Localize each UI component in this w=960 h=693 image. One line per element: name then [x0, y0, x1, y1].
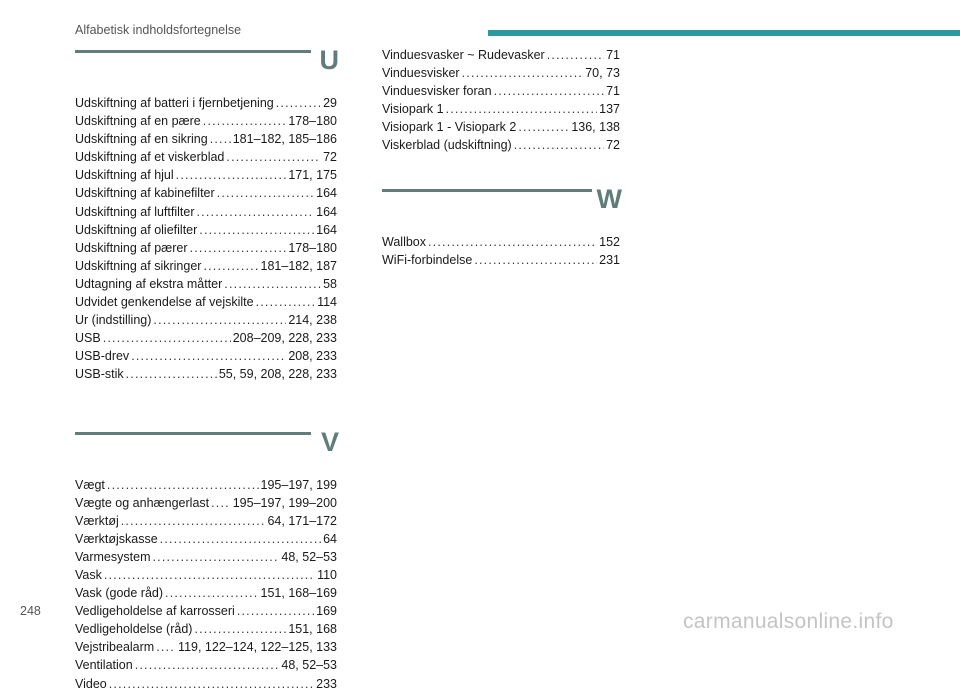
- index-entry-leader-dots: [210, 130, 231, 148]
- index-entry-leader-dots: [226, 148, 321, 166]
- index-entry-leader-dots: [199, 221, 314, 239]
- index-entry-term: Udvidet genkendelse af vejskilte: [75, 295, 254, 310]
- index-entry: [75, 548, 337, 566]
- index-entry-leader-dots: [156, 638, 176, 656]
- index-entry-leader-dots: [135, 656, 280, 674]
- index-entry: [382, 251, 620, 269]
- section-v-continued: [382, 46, 620, 155]
- index-entry-leader-dots: [203, 257, 258, 275]
- index-entry-term: Værktøjskasse: [75, 531, 158, 546]
- index-entry: [75, 530, 337, 548]
- index-entry-term: Vask (gode råd): [75, 586, 164, 601]
- index-entry-pages: 195–197, 199: [260, 477, 337, 492]
- index-entry-leader-dots: [160, 530, 321, 548]
- section-u: [75, 46, 337, 384]
- index-entry-pages: 110: [317, 567, 337, 582]
- index-entry: [75, 275, 337, 293]
- index-entry-pages: 71: [606, 84, 620, 99]
- index-entry-pages: 214, 238: [288, 313, 337, 328]
- index-entry-pages: 70, 73: [585, 66, 620, 81]
- index-entry-term: Vask: [75, 567, 102, 582]
- index-entry: [75, 675, 337, 693]
- index-entry-pages: 231: [599, 252, 620, 267]
- index-entry-term: Udskiftning af et viskerblad: [75, 150, 225, 165]
- index-entry-leader-dots: [474, 251, 597, 269]
- index-entry: [75, 656, 337, 674]
- index-entry-pages: 208–209, 228, 233: [232, 331, 337, 346]
- index-entry-leader-dots: [514, 136, 604, 154]
- index-column-left: [75, 46, 337, 693]
- index-entry-term: Ur (indstilling): [75, 313, 152, 328]
- index-entry-pages: 114: [317, 295, 337, 310]
- index-entry-pages: 208, 233: [288, 349, 337, 364]
- index-entry-leader-dots: [462, 64, 584, 82]
- index-entry-pages: 152: [599, 234, 620, 249]
- index-entry-term: Vinduesvasker ~ Rudevasker: [382, 48, 545, 62]
- index-entry: [382, 82, 620, 100]
- section-u-entries: [75, 94, 337, 384]
- index-entry-leader-dots: [256, 293, 315, 311]
- index-entry: [382, 46, 620, 64]
- index-entry-pages: 181–182, 187: [260, 258, 337, 273]
- index-entry-pages: 64: [323, 531, 337, 546]
- header-accent-bar: [488, 30, 960, 36]
- index-entry: [382, 136, 620, 154]
- index-entry-term: Vejstribealarm: [75, 640, 155, 655]
- index-entry: [75, 130, 337, 148]
- index-entry-leader-dots: [276, 94, 321, 112]
- index-entry-term: Udtagning af ekstra måtter: [75, 276, 223, 291]
- index-entry: [382, 100, 620, 118]
- index-entry: [75, 166, 337, 184]
- index-entry-leader-dots: [153, 311, 286, 329]
- index-entry: [75, 293, 337, 311]
- index-entry-term: Wallbox: [382, 234, 426, 249]
- index-entry-pages: 48, 52–53: [281, 549, 337, 564]
- page-header-title: Alfabetisk indholdsfortegnelse: [75, 23, 242, 37]
- index-entry-pages: 171, 175: [288, 168, 337, 183]
- index-entry-term: Vinduesvisker: [382, 66, 460, 81]
- index-entry-pages: 164: [316, 222, 337, 237]
- index-entry-pages: 48, 52–53: [281, 658, 337, 673]
- index-entry-leader-dots: [103, 329, 231, 347]
- index-entry-pages: 181–182, 185–186: [232, 132, 337, 147]
- index-entry-leader-dots: [107, 476, 259, 494]
- section-v-heading: [75, 428, 337, 476]
- index-entry: [75, 257, 337, 275]
- index-entry: [75, 203, 337, 221]
- index-entry-leader-dots: [203, 112, 287, 130]
- index-entry-term: Udskiftning af luftfilter: [75, 204, 195, 219]
- index-entry-pages: 169: [316, 604, 337, 619]
- index-entry: [75, 184, 337, 202]
- index-entry: [75, 239, 337, 257]
- section-v-entries: [75, 476, 337, 693]
- index-entry-leader-dots: [224, 275, 321, 293]
- index-entry: [75, 347, 337, 365]
- index-entry-term: Udskiftning af kabinefilter: [75, 186, 215, 201]
- index-entry: [75, 148, 337, 166]
- index-entry-term: Visiopark 1 - Visiopark 2: [382, 120, 517, 135]
- index-entry-term: Værktøj: [75, 513, 119, 528]
- index-entry: [75, 584, 337, 602]
- index-entry-pages: 119, 122–124, 122–125, 133: [178, 640, 337, 655]
- index-entry: [382, 118, 620, 136]
- index-entry-pages: 64, 171–172: [267, 513, 337, 528]
- index-entry-term: USB-drev: [75, 349, 130, 364]
- page-number: 248: [20, 604, 41, 618]
- index-entry-term: Ventilation: [75, 658, 133, 673]
- index-entry-leader-dots: [237, 602, 314, 620]
- index-entry-pages: 233: [316, 676, 337, 691]
- section-v-letter: V: [320, 426, 339, 457]
- index-entry-pages: 164: [316, 186, 337, 201]
- index-entry-leader-dots: [121, 512, 266, 530]
- index-entry-pages: 151, 168–169: [260, 586, 337, 601]
- index-entry-pages: 178–180: [288, 114, 337, 129]
- index-entry-leader-dots: [190, 239, 287, 257]
- index-entry-term: Vinduesvisker foran: [382, 84, 492, 99]
- index-entry-leader-dots: [165, 584, 259, 602]
- index-entry-leader-dots: [518, 118, 569, 136]
- index-entry-leader-dots: [126, 365, 217, 383]
- section-v-rule: [75, 432, 311, 435]
- index-entry: [75, 494, 337, 512]
- index-column-right: [382, 46, 620, 269]
- index-entry-pages: 136, 138: [571, 120, 620, 135]
- index-entry-term: Vedligeholdelse af karrosseri: [75, 604, 235, 619]
- index-entry-leader-dots: [494, 82, 605, 100]
- section-w-heading: [382, 185, 620, 233]
- index-entry: [75, 112, 337, 130]
- section-v-continued-entries: [382, 46, 620, 155]
- index-entry: [382, 64, 620, 82]
- index-entry-leader-dots: [194, 620, 286, 638]
- index-entry-leader-dots: [104, 566, 315, 584]
- index-entry-pages: 72: [323, 150, 337, 165]
- index-entry: [75, 476, 337, 494]
- section-w-rule: [382, 189, 592, 192]
- index-entry: [75, 566, 337, 584]
- index-entry-term: Vægt: [75, 477, 105, 492]
- index-entry-pages: 178–180: [288, 240, 337, 255]
- index-entry: [382, 233, 620, 251]
- index-entry: [75, 638, 337, 656]
- index-entry-pages: 151, 168: [288, 622, 337, 637]
- index-entry: [75, 311, 337, 329]
- index-entry-leader-dots: [152, 548, 279, 566]
- index-entry: [75, 365, 337, 383]
- index-entry-pages: 195–197, 199–200: [232, 495, 337, 510]
- index-entry-leader-dots: [547, 46, 604, 64]
- index-entry: [75, 512, 337, 530]
- index-entry-leader-dots: [176, 166, 287, 184]
- index-entry-term: Udskiftning af hjul: [75, 168, 174, 183]
- index-entry-leader-dots: [109, 675, 314, 693]
- index-entry-term: Varmesystem: [75, 549, 151, 564]
- index-entry: [75, 329, 337, 347]
- index-entry-term: Udskiftning af en pære: [75, 114, 201, 129]
- index-entry-pages: 71: [606, 48, 620, 62]
- index-entry-pages: 29: [323, 96, 337, 110]
- index-entry-leader-dots: [446, 100, 598, 118]
- index-entry-leader-dots: [217, 184, 314, 202]
- index-entry-term: Visiopark 1: [382, 102, 444, 117]
- index-entry-pages: 55, 59, 208, 228, 233: [218, 367, 337, 382]
- index-entry-term: Vægte og anhængerlast: [75, 495, 210, 510]
- section-w-entries: [382, 233, 620, 269]
- index-entry-term: Viskerblad (udskiftning): [382, 138, 512, 153]
- index-entry: [75, 602, 337, 620]
- section-u-rule: [75, 50, 311, 53]
- index-entry-pages: 72: [606, 138, 620, 153]
- index-entry: [75, 620, 337, 638]
- index-entry-leader-dots: [428, 233, 597, 251]
- index-entry-term: Vedligeholdelse (råd): [75, 622, 193, 637]
- section-v: [75, 428, 337, 693]
- index-entry-term: USB: [75, 331, 101, 346]
- index-entry-term: Udskiftning af sikringer: [75, 258, 202, 273]
- section-u-letter: U: [319, 45, 339, 75]
- index-entry-term: Udskiftning af oliefilter: [75, 222, 198, 237]
- watermark-text: carmanualsonline.info: [683, 610, 894, 633]
- index-entry-pages: 58: [323, 276, 337, 291]
- index-entry-leader-dots: [211, 494, 231, 512]
- index-entry-term: Udskiftning af pærer: [75, 240, 188, 255]
- index-entry-term: Video: [75, 676, 107, 691]
- index-entry: [75, 221, 337, 239]
- index-entry-term: USB-stik: [75, 367, 124, 382]
- index-entry-pages: 164: [316, 204, 337, 219]
- index-entry-leader-dots: [197, 203, 315, 221]
- index-entry-term: WiFi-forbindelse: [382, 252, 473, 267]
- index-entry-term: Udskiftning af en sikring: [75, 132, 208, 147]
- section-w: [382, 185, 620, 269]
- section-w-letter: W: [596, 183, 622, 214]
- index-entry-term: Udskiftning af batteri i fjernbetjening: [75, 96, 274, 110]
- section-u-heading: [75, 46, 337, 94]
- index-entry-pages: 137: [599, 102, 620, 117]
- index-entry-leader-dots: [131, 347, 286, 365]
- index-entry: [75, 94, 337, 112]
